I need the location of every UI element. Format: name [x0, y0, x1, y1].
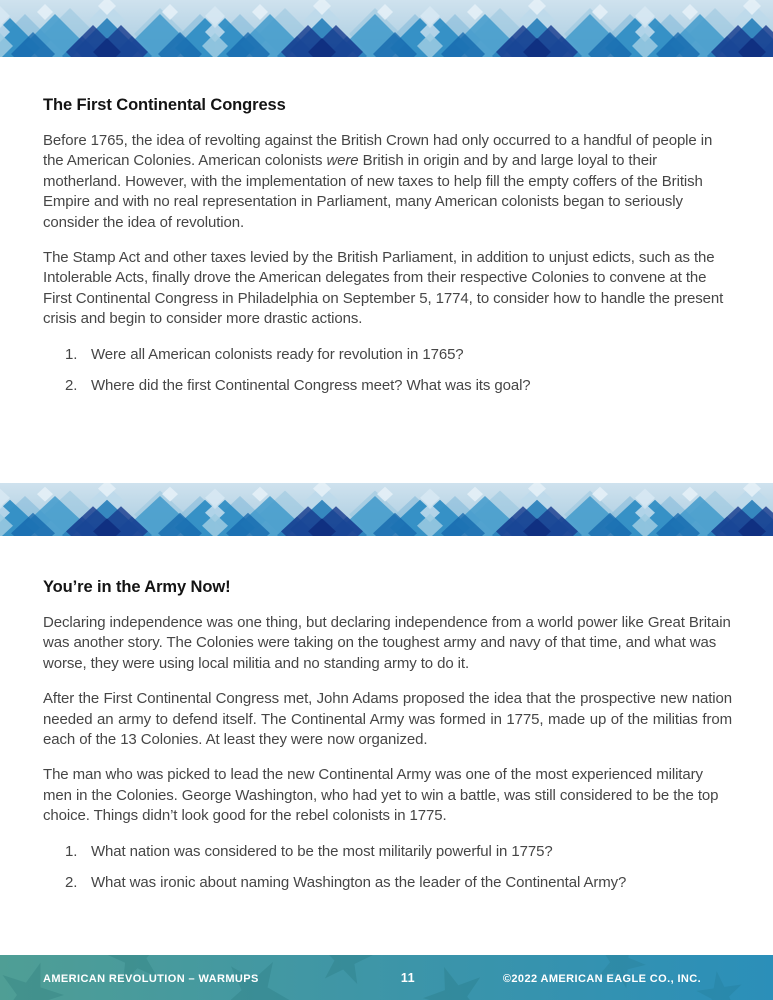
question-number: 2. — [65, 377, 78, 395]
question-text: Were all American colonists ready for revolution in 1765? — [91, 345, 464, 363]
section-title: The First Continental Congress — [43, 96, 286, 114]
footer-copyright: ©2022 AMERICAN EAGLE CO., INC. — [502, 972, 702, 985]
geometric-diamond-pattern — [0, 0, 773, 57]
paragraph: The Stamp Act and other taxes levied by the British Parliament, in addition to unjust edicts, such as the Intolerable Acts, finally drove the American delegates from their respective Colonies to convene at the First Continental Congress in Philadelphia on September 5, 1774, to consider how to handle the present crisis and begin to consider more drastic actions. — [43, 249, 724, 328]
geometric-diamond-pattern — [0, 483, 773, 536]
question-item — [43, 345, 732, 365]
question-list — [43, 842, 732, 894]
question-text: What was ironic about naming Washington as the leader of the Continental Army? — [91, 874, 627, 892]
page-number: 11 — [400, 970, 416, 985]
section-first-continental-congress — [43, 96, 732, 407]
question-item — [43, 376, 732, 396]
paragraph: Before 1765, the idea of revolting against the British Crown had only occurred to a handful of people in the American Colonies. American colonists were British in origin and by and large loyal to their motherland. However, with the implementation of new taxes to help fill the empty coffers of the British Empire and with no real representation in Parliament, many American colonists began to seriously consider the idea of revolution. — [43, 132, 713, 231]
decorative-banner-middle — [0, 483, 773, 536]
section-title: You’re in the Army Now! — [43, 578, 231, 596]
question-number: 1. — [65, 345, 78, 363]
decorative-banner-top — [0, 0, 773, 57]
paragraph: The man who was picked to lead the new Continental Army was one of the most experienced military men in the Colonies. George Washington, who had yet to win a battle, was still considered to be the top choice. Things didn’t look good for the rebel colonists in 1775. — [43, 766, 719, 825]
question-text: What nation was considered to be the most militarily powerful in 1775? — [91, 842, 553, 860]
paragraph: After the First Continental Congress met, John Adams proposed the idea that the prospective new nation needed an army to defend itself. The Continental Army was formed in 1775, made up of the militias from each of the 13 Colonies. At least they were now organized. — [43, 690, 732, 749]
footer-bar — [0, 955, 773, 1000]
question-number: 1. — [65, 842, 78, 860]
section-youre-in-the-army-now — [43, 578, 732, 904]
question-number: 2. — [65, 874, 78, 892]
question-item — [43, 842, 732, 862]
footer-series-title: AMERICAN REVOLUTION – WARMUPS — [43, 972, 259, 985]
question-item — [43, 873, 732, 893]
question-text: Where did the first Continental Congress meet? What was its goal? — [91, 377, 531, 395]
paragraph: Declaring independence was one thing, but declaring independence from a world power like Great Britain was another story. The Colonies were taking on the toughest army and navy of that time, and what was worse, they were using local militia and no standing army to do it. — [43, 614, 731, 672]
question-list — [43, 345, 732, 397]
